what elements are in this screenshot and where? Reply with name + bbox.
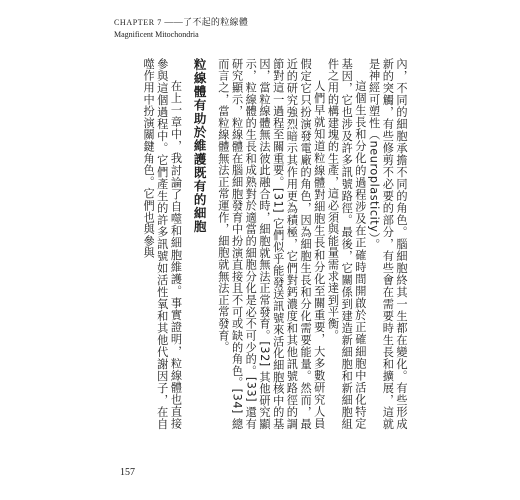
chapter-number: CHAPTER 7	[114, 18, 162, 27]
book-title: Magnificent Mitochondria	[114, 30, 199, 39]
vertical-body-text	[112, 58, 408, 430]
page-number: 157	[120, 467, 135, 478]
body-paragraph-3: 人們早就知道粒線體對細胞生長和分化至關重要，大多數研究人員假定它只扮演發電廠的角色，因為細胞生長和分化需要能量。然而，最近的研究強烈暗示其作用更為積極，它們對鈣濃度和其他訊號路徑的調節對這一過程至關重要。[31] 它們似乎能發送訊號來活化細胞核中的基因，當粒線體無法彼此融合時，細胞就無法正常發育。[32] 其他研究顯示，粒線體的生長和成熟對於適當的細胞分化是必不可少的。[33] 還有研究顯示，粒線體在腦細胞發育中扮演直接且不可或缺的角色。[34] 總而言之，當粒線體無法正常運作，細胞就無法正常發育。	[216, 58, 326, 430]
body-paragraph-2: 這個生長和分化的過程涉及在正確時間開啟於正確細胞中活化特定基因，它也涉及許多訊號路徑。最後，它關係到建造新細胞和新細胞組件之用的構建塊的生產，這必須與能量需求達到平衡。	[326, 58, 367, 430]
section-paragraph-1: 在上一章中，我討論了自噬和細胞維護。事實證明，粒線體也直接參與這個過程中。它們產生的許多訊號如活性氧和其他代謝因子，在自噬作用中扮演關鍵角色。它們也與參與	[142, 58, 183, 430]
running-head-chapter-line	[114, 16, 248, 29]
running-head	[114, 16, 248, 41]
body-paragraph-1: 內，不同的細胞承擔不同的角色。腦細胞終其一生都在變化。有些形成新的突觸，有些修剪不必要的部分，有些會在需要時生長和擴展，這就是神經可塑性（neuroplasticity）。	[367, 58, 408, 430]
chapter-title: ——了不起的粒線體	[164, 17, 249, 27]
section-heading: 粒線體有助於維護既有的細胞	[192, 58, 208, 234]
